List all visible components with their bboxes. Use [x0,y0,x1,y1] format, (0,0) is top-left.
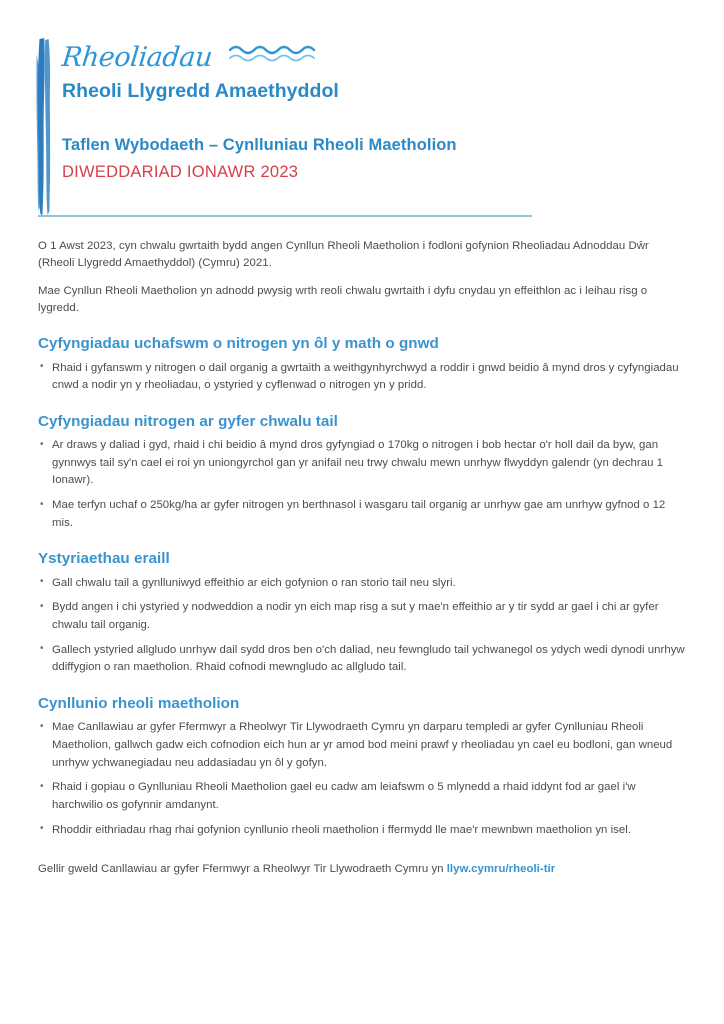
list-item: • Gallech ystyried allgludo unrhyw dail sydd dros ben o'ch daliad, neu fewngludo tail ychwanegol os ydych wedi dynodi unrhyw ddiffygion o ran maetholion. Rhaid cofnodi mewngludo ac allgludo tail. [38,642,688,677]
section-bullet-list [38,360,688,395]
document-header [0,0,724,232]
brand-title: Rheoli Llygredd Amaethyddol [62,80,339,102]
section-heading: Ystyriaethau eraill [38,550,170,568]
guidance-link[interactable]: llyw.cymru/rheoli-tir [446,863,556,876]
section-bullet-list [38,437,688,532]
section-bullet-list [38,575,688,677]
list-item: • Rhaid i gopiau o Gynlluniau Rheoli Maetholion gael eu cadw am leiafswm o 5 mlynedd a rhaid iddynt fod ar gael i'w harchwilio os gofynnir amdanynt. [38,779,688,814]
list-item: • Bydd angen i chi ystyried y nodweddion a nodir yn eich map risg a sut y mae'n effeithio ar y tir sydd ar gael i chi ar gyfer chwalu tail organig. [38,599,688,634]
document-update-label: DIWEDDARIAD IONAWR 2023 [62,163,299,181]
list-item: • Gall chwalu tail a gynlluniwyd effeithio ar eich gofynion o ran storio tail neu slyri. [38,575,688,593]
section-heading: Cynllunio rheoli maetholion [38,695,240,713]
list-item: • Mae Canllawiau ar gyfer Ffermwyr a Rheolwyr Tir Llywodraeth Cymru yn darparu templedi ar gyfer Cynlluniau Rheoli Maetholion, gallwch gadw eich cofnodion eich hun ar yr amod bod meini prawf y rheoliadau yn cael eu bodloni, gan wneud unrhyw ychwanegiadau neu addasiadau yn ôl y gofyn. [38,719,688,772]
list-item: • Mae terfyn uchaf o 250kg/ha ar gyfer nitrogen yn berthnasol i wasgaru tail organig ar unrhyw gae am unrhyw gyfnod o 12 mis. [38,497,688,532]
script-wordmark: Rheoliadau [60,42,214,73]
intro-paragraph: Mae Cynllun Rheoli Maetholion yn adnodd pwysig wrth reoli chwalu gwrtaith i dyfu cnydau yn effeithlon ac i leihau risg o lygredd. [38,284,648,314]
document-body [38,238,688,879]
water-waves-icon [229,42,327,69]
list-item: • Rhaid i gyfanswm y nitrogen o dail organig a gwrtaith a weithgynhyrchwyd a roddir i gnwd beidio â mynd dros y cyfyngiadau cnwd a nodir yn y rheoliadau, o ystyried y cyflenwad o nitrogen yn y pridd. [38,360,688,395]
list-item: • Ar draws y daliad i gyd, rhaid i chi beidio â mynd dros gyfyngiad o 170kg o nitrogen i bob hectar o'r holl dail da byw, gan gynnwys tail sy'n cael ei roi yn uniongyrchol gan yr anifail neu trwy chwalu mewn unrhyw flwyddyn galendr (yn dechrau 1 Ionawr). [38,437,688,490]
brand-logo-block [62,42,682,102]
header-divider [38,215,532,217]
document-subtitle: Taflen Wybodaeth – Cynlluniau Rheoli Maetholion [62,136,457,154]
list-item: • Rhoddir eithriadau rhag rhai gofynion cynllunio rheoli maetholion i ffermydd lle mae'r mewnbwn maetholion yn isel. [38,822,688,840]
section-heading: Cyfyngiadau nitrogen ar gyfer chwalu tail [38,412,338,430]
footer-note-text: Gellir gweld Canllawiau ar gyfer Ffermwyr a Rheolwyr Tir Llywodraeth Cymru yn [38,863,447,876]
footer-note [38,861,688,879]
intro-paragraph: O 1 Awst 2023, cyn chwalu gwrtaith bydd angen Cynllun Rheoli Maetholion i fodloni gofynion Rheoliadau Adnoddau Dŵr (Rheoli Llygredd Amaethyddol) (Cymru) 2021. [38,240,649,270]
section-bullet-list [38,719,688,839]
blue-brush-stroke-icon [36,37,53,219]
section-heading: Cyfyngiadau uchafswm o nitrogen yn ôl y math o gnwd [38,335,439,353]
